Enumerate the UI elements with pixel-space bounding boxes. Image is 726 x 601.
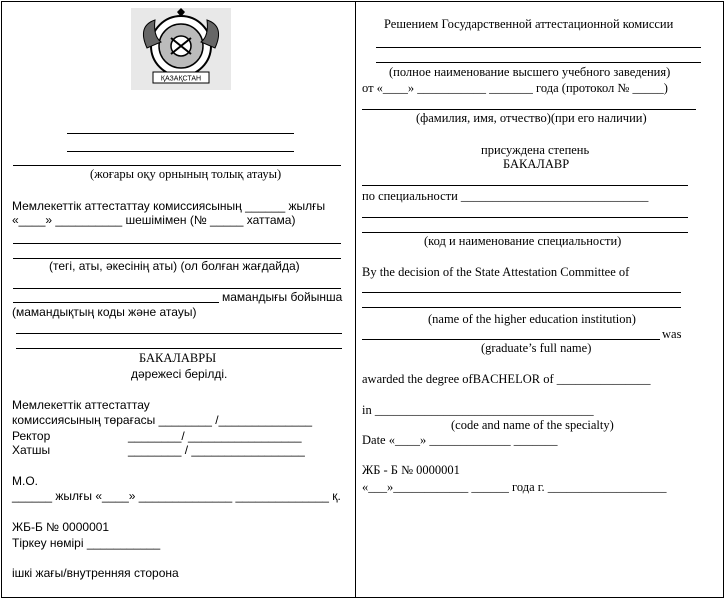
en-institution-caption: (name of the higher education institution) [428, 312, 636, 326]
en-date: Date «____» _____________ _______ [362, 433, 558, 447]
specialty-line-4 [16, 348, 342, 349]
specialty-suffix: мамандығы бойынша [222, 290, 343, 304]
ru-specialty-line: по специальности ______________________________ [362, 189, 649, 203]
rector-label: Ректор [12, 429, 51, 443]
en-in: in ___________________________________ [362, 403, 594, 417]
commission-line-1: Мемлекеттік аттестаттау комиссиясының ______ жылғы [12, 199, 326, 213]
en-institution-line-2 [362, 307, 681, 308]
name-caption: (тегі, аты, әкесінің аты) (ол болған жағдайда) [49, 259, 300, 273]
en-specialty-caption: (code and name of the specialty) [451, 418, 614, 432]
emblem-text: ҚАЗАҚСТАН [160, 75, 202, 83]
en-institution-line-1 [362, 292, 681, 293]
degree-title: БАКАЛАВРЫ [139, 351, 217, 365]
secretary-signature-line: ________ / _________________ [128, 443, 305, 457]
page-divider [355, 1, 356, 598]
name-line-1 [13, 243, 341, 244]
specialty-line-2 [13, 302, 219, 303]
institution-line-3 [13, 165, 341, 166]
en-was: was [662, 327, 682, 341]
right-diploma-number: ЖБ - Б № 0000001 [362, 463, 460, 477]
institution-line-2 [67, 151, 294, 152]
institution-line-1 [67, 133, 294, 134]
en-name-caption: (graduate’s full name) [481, 341, 592, 355]
left-diploma-number: ЖБ-Б № 0000001 [12, 520, 110, 534]
ru-date-protocol: от «____» ___________ _______ года (протокол № _____) [362, 81, 668, 95]
rector-signature-line: ________/ _________________ [128, 429, 302, 443]
ru-specialty-line-1 [362, 185, 688, 186]
ru-awarded: присуждена степень [481, 143, 590, 157]
specialty-line-3 [16, 333, 342, 334]
ru-specialty-line-2 [362, 217, 688, 218]
commission-line-2: «____» __________ шешімімен (№ _____ хаттама) [12, 213, 296, 227]
left-date-line: ______ жылғы «____» ______________ ______________ қ. [12, 489, 341, 503]
emblem-icon [131, 8, 231, 90]
en-awarded: awarded the degree ofBACHELOR of _______________ [362, 372, 651, 386]
degree-awarded: дәрежесі берілді. [131, 367, 228, 381]
ru-name-line [362, 109, 696, 110]
side-label: ішкі жағы/внутренняя сторона [12, 566, 179, 580]
chair-line-2: комиссиясының төрағасы ________ /______________ [12, 413, 313, 427]
ru-specialty-caption: (код и наименование специальности) [424, 234, 622, 248]
ru-institution-caption: (полное наименование высшего учебного заведения) [389, 65, 671, 79]
decision-title: Решением Государственной аттестационной комиссии [384, 17, 674, 31]
en-decision: By the decision of the State Attestation Committee of [362, 265, 630, 279]
ru-specialty-line-3 [362, 232, 688, 233]
seal-label: М.О. [12, 474, 38, 488]
specialty-line-1 [13, 288, 341, 289]
right-date-line: «___»____________ ______ года г. ___________________ [362, 480, 667, 494]
chair-line-1: Мемлекеттік аттестаттау [12, 398, 150, 412]
ru-name-caption: (фамилия, имя, отчество)(при его наличии) [416, 111, 647, 125]
ru-institution-line-1 [376, 47, 701, 48]
institution-caption: (жоғары оқу орнының толық атауы) [90, 167, 282, 181]
secretary-label: Хатшы [12, 443, 51, 457]
ru-degree: БАКАЛАВР [503, 157, 570, 171]
specialty-caption: (мамандықтың коды және атауы) [12, 305, 197, 319]
en-name-line [362, 339, 660, 340]
ru-institution-line-2 [376, 62, 701, 63]
registration-number: Тіркеу нөмірі ___________ [12, 536, 161, 550]
